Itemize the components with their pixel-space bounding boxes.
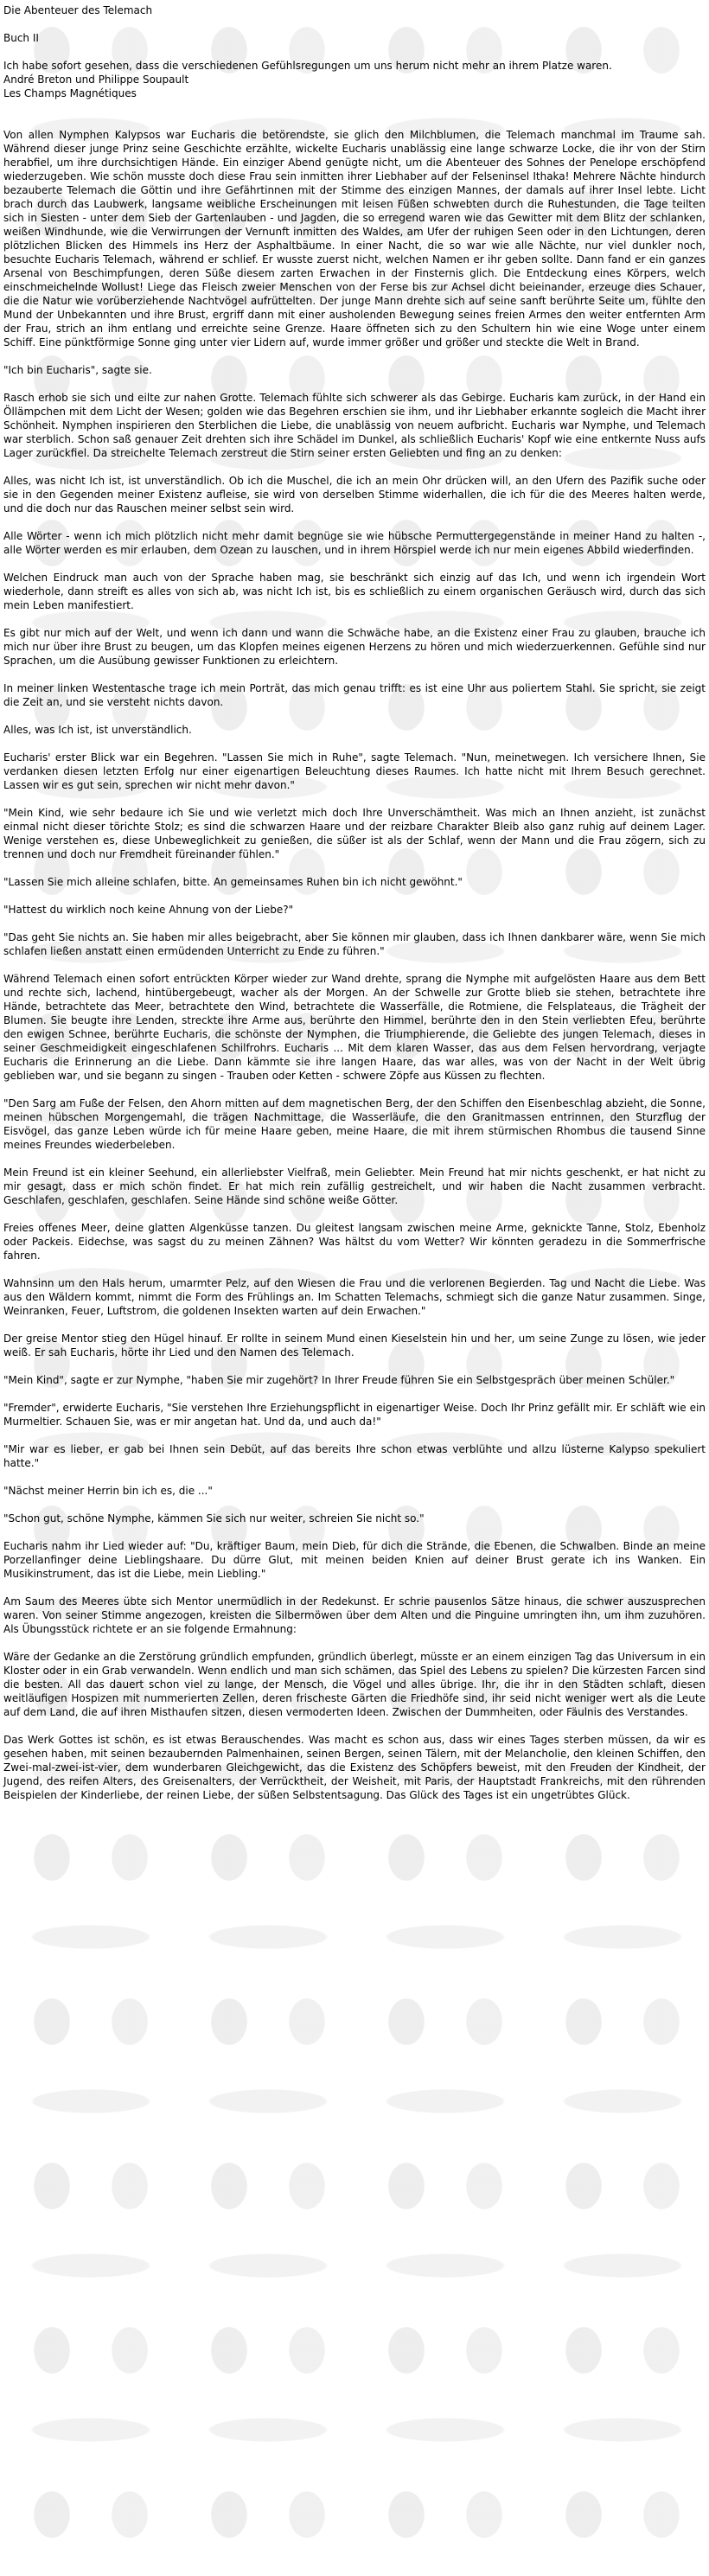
epigraph-authors: André Breton und Philippe Soupault bbox=[3, 74, 189, 86]
paragraph: "Mein Kind, wie sehr bedaure ich Sie und wie verletzt mich doch Ihre Unverschämtheit. Was mich an Ihnen anzieht, ist zunächst einmal nicht dieser törichte Stolz; es sind die schwarzen Haare und der reizbare Charakter Bleib also ganz ruhig auf deinem Lager. Wenige verstehen es, diese Unbeweglichkeit zu genießen, die süßer ist als der Schlaf, wenn der Mann und die Frau zögern, sich zu trennen und doch nur Fremdheit füreinander fühlen." bbox=[3, 807, 706, 860]
paragraph: Welchen Eindruck man auch von der Sprache haben mag, sie beschränkt sich einzig auf das Ich, und wenn ich irgendein Wort wiederhole, dann streift es alles von sich ab, was nicht Ich ist, bis es schließlich zu einem organischen Geräusch wird, durch das sich mein Leben manifestiert. bbox=[3, 572, 706, 611]
paragraph: "Lassen Sie mich alleine schlafen, bitte. An gemeinsames Ruhen bin ich nicht gewöhnt." bbox=[3, 876, 463, 888]
paragraph: Mein Freund ist ein kleiner Seehund, ein allerliebster Vielfraß, mein Geliebter. Mein Freund hat mir nichts geschenkt, er hat nicht zu mir gesagt, dass er mich schön findet. Er hat mich rein zufällig gestreichelt, und wir haben die Nacht zusammen verbracht. Geschlafen, geschlafen, geschlafen. Seine Hände sind schöne weiße Götter. bbox=[3, 1167, 706, 1206]
paragraph: "Das geht Sie nichts an. Sie haben mir alles beigebracht, aber Sie können mir glauben, dass ich Ihnen dankbarer wäre, wenn Sie mich schlafen ließen anstatt einen ermüdenden Unterricht zu Ende zu führen." bbox=[3, 931, 706, 957]
paragraph: Der greise Mentor stieg den Hügel hinauf. Er rollte in seinem Mund einen Kieselstein hin und her, um seine Zunge zu lösen, wie jeder weiß. Er sah Eucharis, hörte ihr Lied und den Namen des Telemach. bbox=[3, 1333, 706, 1358]
text-body bbox=[3, 128, 706, 1802]
book-heading: Buch II bbox=[3, 32, 39, 44]
paragraph: Das Werk Gottes ist schön, es ist etwas Berauschendes. Was macht es schon aus, dass wir eines Tages sterben müssen, da wir es gesehen haben, mit seinen bezaubernden Palmenhainen, seinen Bergen, seinen Tälern, mit der Melancholie, den kleinen Schiffen, den Zwei-mal-zwei-ist-vier, dem wunderbaren Gleichgewicht, das die Existenz des Schöpfers beweist, mit den Freuden der Kindheit, der Jugend, des reifen Alters, des Greisenalters, der Verrücktheit, der Weisheit, mit Paris, der Hauptstadt Frankreichs, mit den rührenden Beispielen der Kinderliebe, der reinen Liebe, der süßen Selbstentsagung. Das Glück des Tages ist ein ungetrübtes Glück. bbox=[3, 1734, 706, 1801]
paragraph: Alles, was nicht Ich ist, ist unverständlich. Ob ich die Muschel, die ich an mein Ohr drücken will, an den Ufern des Pazifik suche oder sie in den Gegenden meiner Existenz aufleise, sie wird von derselben Stimme widerhallen, die ich für die des Meeres halten werde, und die doch nur das Rauschen meiner selbst sein wird. bbox=[3, 475, 706, 515]
paragraph: Von allen Nymphen Kalypsos war Eucharis die betörendste, sie glich den Milchblumen, die Telemach manchmal im Traume sah. Während dieser junge Prinz seine Geschichte erzählte, wickelte Eucharis unablässig eine lange schwarze Locke, die ihr von der Stirn herabfiel, um ihre durchsichtigen Hände. Ein einziger Abend genügte nicht, um die Abenteuer des Sohnes der Penelope erschöpfend wiederzugeben. Wie schön musste doch diese Frau sein inmitten ihrer Liebhaber auf der Felseninsel Ithaka! Mehrere Nächte hindurch bezauberte Telemach die Göttin und ihre Gefährtinnen mit der Stimme des einzigen Mannes, der damals auf ihrer Insel lebte. Licht brach durch das Laubwerk, langsame weibliche Erscheinungen mit leisen Füßen schwebten durch die Ruhestunden, die Tage teilten sich in Siesten - unter dem Sieb der Gartenlauben - und Jagden, die so erregend waren wie das Gewitter mit dem Blitz der schlanken, weißen Windhunde, wie die Verwirrungen der Vernunft inmitten des Waldes, am Ufer der ruhigen Seen oder in den Lichtungen, deren plötzlichen Blicken des Himmels ins Herz der Asphaltbäume. In einer Nacht, die so war wie alle Nächte, nur viel dunkler noch, besuchte Eucharis Telemach, während er schlief. Er wusste zuerst nicht, welchen Namen er ihr geben sollte. Dann fand er ein ganzes Arsenal von Beschimpfungen, deren Süße diesem zarten Erwachen in der Finsternis glich. Die Entdeckung eines Körpers, welch einschmeichelnde Wollust! Liege das Fleisch zweier Menschen von der Ferse bis zur Achsel dicht beieinander, erzeuge dies Schauer, die die Natur wie vorüberziehende Nachtvögel aufrüttelten. Der junge Mann drehte sich auf seine sanft berührte Seite um, fühlte den Mund der Unbekannten und ihre Brust, ergriff dann mit einer ausholenden Bewegung seines freien Armes den weiter entfernten Arm der Frau, strich an ihm entlang und erreichte seine Grenze. Haare öffneten sich zu den Schultern hin wie eine Woge unter einem Schiff. Eine pünktförmige Sonne ging unter vier Lidern auf, wurde immer größer und größer und steckte die Welt in Brand. bbox=[3, 129, 706, 348]
paragraph: "Mir war es lieber, er gab bei Ihnen sein Debüt, auf das bereits Ihre schon etwas verblühte und allzu lüsterne Kalypso spekuliert hatte." bbox=[3, 1443, 706, 1469]
paragraph: Wahnsinn um den Hals herum, umarmter Pelz, auf den Wiesen die Frau und die verlorenen Begierden. Tag und Nacht die Liebe. Was aus den Wäldern kommt, nimmt die Form des Frühlings an. Im Schatten Telemachs, schmiegt sich die ganze Natur zusammen. Singe, Weinranken, Feuer, Luftstrom, die goldenen Insekten warten auf dein Erwachen." bbox=[3, 1277, 706, 1317]
paragraph: "Hattest du wirklich noch keine Ahnung von der Liebe?" bbox=[3, 904, 294, 916]
paragraph: Es gibt nur mich auf der Welt, und wenn ich dann und wann die Schwäche habe, an die Existenz einer Frau zu glauben, brauche ich mich nur über ihre Brust zu beugen, um das Klopfen meines eigenen Herzens zu hören und mich wiederzuerkennen. Gefühle sind nur Sprachen, um die Ausübung gewisser Funktionen zu erleichtern. bbox=[3, 627, 706, 667]
paragraph: "Den Sarg am Fuße der Felsen, den Ahorn mitten auf dem magnetischen Berg, der den Schiffen den Eisenbeschlag abzieht, die Sonne, meinen hübschen Morgengemahl, die trägen Nachmittage, die Wasserläufe, die den Granitmassen entrinnen, den Sturzflug der Eisvögel, das ganze Leben würde ich für meine Haare geben, meine Haare, die mit ihrem stürmischen Rhombus die tausend Sinne meines Freundes wiederbeleben. bbox=[3, 1097, 706, 1151]
paragraph: "Fremder", erwiderte Eucharis, "Sie verstehen Ihre Erziehungspflicht in eigenartiger Weise. Doch Ihr Prinz gefällt mir. Er schläft wie ein Murmeltier. Schauen Sie, was er mir angetan hat. Und da, und auch da!" bbox=[3, 1402, 706, 1428]
title-block bbox=[3, 3, 706, 128]
paragraph: Rasch erhob sie sich und eilte zur nahen Grotte. Telemach fühlte sich schwerer als das Gebirge. Eucharis kam zurück, in der Hand ein Öllämpchen mit dem Licht der Wesen; golden wie das Begehren erschien sie ihm, und ihr Liebhaber erkannte sogleich die Macht ihrer Schönheit. Nymphen inspirieren den Sterblichen die Liebe, die unablässig von neuem aufbricht. Eucharis war Nymphe, und Telemach war sterblich. Schon saß genauer Zeit drehten sich ihre Schädel im Dunkel, als schließlich Eucharis' Kopf wie eine entkernte Nuss aufs Lager zurückfiel. Da streichelte Telemach zerstreut die Stirn seiner ersten Geliebten und fing an zu denken: bbox=[3, 392, 706, 459]
paragraph: Am Saum des Meeres übte sich Mentor unermüdlich in der Redekunst. Er schrie pausenlos Sätze hinaus, die schwer auszusprechen waren. Von seiner Stimme angezogen, kreisten die Silbermöwen über dem Alten und die Pinguine umringten ihn, um ihm zuzuhören. Als Übungsstück richtete er an sie folgende Ermahnung: bbox=[3, 1595, 706, 1635]
paragraph: In meiner linken Westentasche trage ich mein Porträt, das mich genau trifft: es ist eine Uhr aus poliertem Stahl. Sie spricht, sie zeigt die Zeit an, und sie versteht nichts davon. bbox=[3, 682, 706, 708]
paragraph: Alles, was Ich ist, ist unverständlich. bbox=[3, 724, 192, 736]
document-title: Die Abenteuer des Telemach bbox=[3, 4, 153, 16]
paragraph: Während Telemach einen sofort entrückten Körper wieder zur Wand drehte, sprang die Nymphe mit aufgelösten Haare aus dem Bett und rechte sich, lachend, hintübergebeugt, wacher als der Morgen. An der Schwelle zur Grotte blieb sie stehen, betrachtete ihre Hände, betrachtete das Meer, betrachtete den Wind, betrachtete die Wasserfälle, die Rotmiene, die Felsplateaus, die Trägheit der Blumen. Sie beugte ihre Lenden, streckte ihre Arme aus, berührte den Himmel, berührte den in den Stein verliebten Efeu, berührte den ewigen Schnee, berührte Eucharis, die schönste der Nymphen, die Triumphierende, die Geliebte des jungen Telemach, dieses in seiner Geschmeidigkeit eingeschlafenen Schilfrohrs. Eucharis ... Mit dem klaren Wasser, das aus dem Felsen hervordrang, verjagte Eucharis die Erinnerung an die Liebe. Dann kämmte sie ihre langen Haare, das war alles, was von der Nacht in der Welt übrig geblieben war, und sie begann zu singen - Trauben oder Ketten - schwere Zöpfe aus Küssen zu flechten. bbox=[3, 973, 706, 1082]
paragraph: "Nächst meiner Herrin bin ich es, die ..." bbox=[3, 1485, 213, 1497]
paragraph: "Mein Kind", sagte er zur Nymphe, "haben Sie mir zugehört? In Ihrer Freude führen Sie ein Selbstgespräch über meinen Schüler." bbox=[3, 1374, 675, 1386]
paragraph: Alle Wörter - wenn ich mich plötzlich nicht mehr damit begnüge sie wie hübsche Permuttergegenstände in meiner Hand zu halten -, alle Wörter werden es mir erlauben, dem Ozean zu lauschen, und in ihrem Hörspiel werde ich nur mein eigenes Abbild wiederfinden. bbox=[3, 530, 706, 556]
paragraph: "Schon gut, schöne Nymphe, kämmen Sie sich nur weiter, schreien Sie nicht so." bbox=[3, 1512, 425, 1525]
paragraph: Wäre der Gedanke an die Zerstörung gründlich empfunden, gründlich überlegt, müsste er an einem einzigen Tag das Universum in ein Kloster oder in ein Grab verwandeln. Wenn endlich und man sich schämen, das Spiel des Lebens zu spielen? Die kürzesten Farcen sind die besten. All das dauert schon viel zu lange, der Mensch, die Vögel und alles übrige. Ihr, die ihr in den Städten schlaft, diesen weitläufigen Hospizen mit nummerierten Zellen, deren frischeste Gärten die Friedhöfe sind, ihr seid nicht weniger wert als die Leute auf dem Land, die auf ihren Misthaufen sitzen, diesen vermoderten Ideen. Zwischen der Dummheiten, oder Fäulnis des Verstandes. bbox=[3, 1651, 706, 1718]
paragraph: Eucharis' erster Blick war ein Begehren. "Lassen Sie mich in Ruhe", sagte Telemach. "Nun, meinetwegen. Ich versichere Ihnen, Sie verdanken diesen letzten Erfolg nur einer eigenartigen Beleuchtung dieses Raumes. Ich hatte nicht mit Ihrem Besuch gerechnet. Lassen wir es gut sein, sprechen wir nicht mehr davon." bbox=[3, 751, 706, 791]
epigraph-quote: Ich habe sofort gesehen, dass die verschiedenen Gefühlsregungen um uns herum nicht mehr an ihrem Platze waren. bbox=[3, 60, 612, 72]
paragraph: Freies offenes Meer, deine glatten Algenküsse tanzen. Du gleitest langsam zwischen meine Arme, geknickte Tanne, Stolz, Ebenholz oder Packeis. Eidechse, was sagst du zu meinen Zähnen? Was hältst du vom Wetter? Wir könnten geradezu in die Sommerfrische fahren. bbox=[3, 1222, 706, 1262]
epigraph-source: Les Champs Magnétiques bbox=[3, 87, 137, 99]
paragraph: Eucharis nahm ihr Lied wieder auf: "Du, kräftiger Baum, mein Dieb, für dich die Strände, die Ebenen, die Schwalben. Binde an meine Porzellanfinger deine Lieblingshaare. Du dürre Glut, mit meinen beiden Knien auf deiner Brust gerate ich ins Wanken. Ein Musikinstrument, das ist die Liebe, mein Liebling." bbox=[3, 1540, 706, 1580]
paragraph: "Ich bin Eucharis", sagte sie. bbox=[3, 364, 152, 376]
